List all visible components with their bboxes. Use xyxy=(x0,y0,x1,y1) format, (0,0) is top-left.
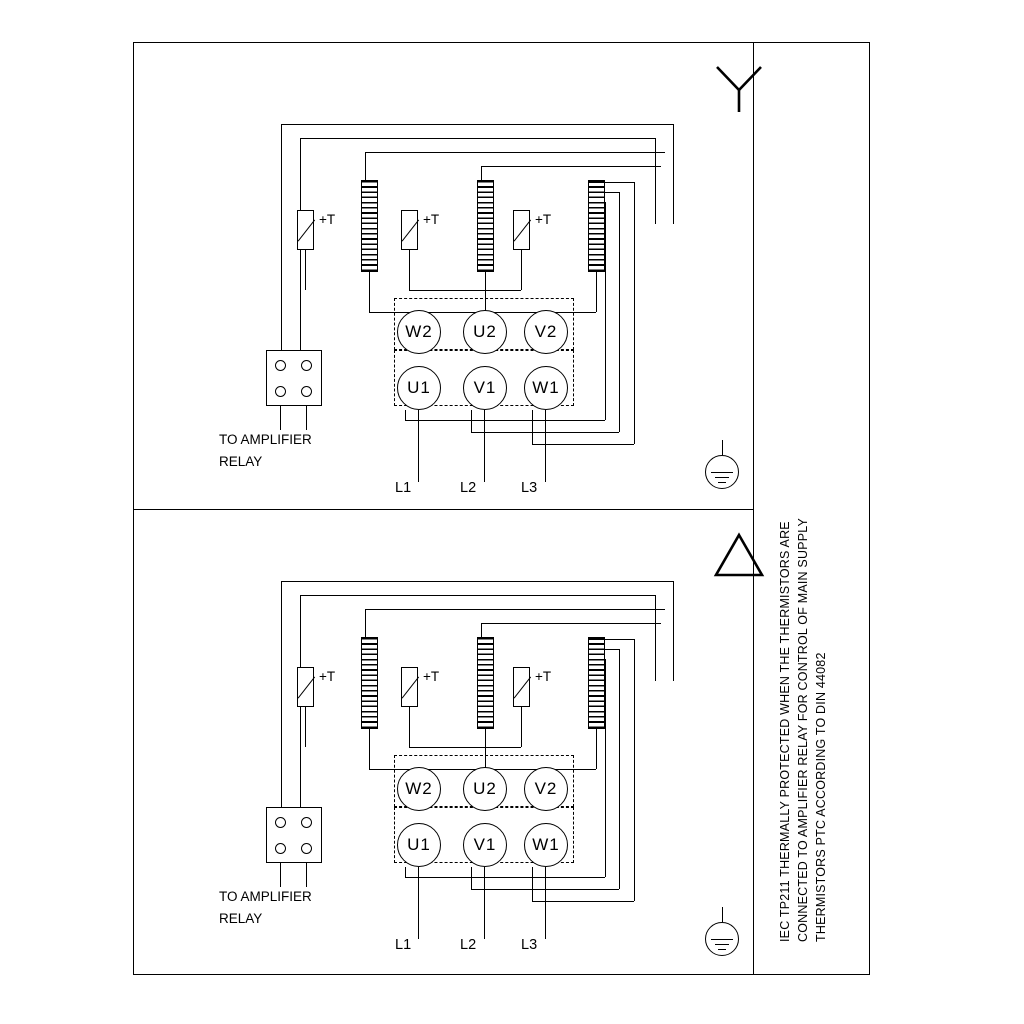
thermistor-3-label: +T xyxy=(535,212,552,227)
connector-pin xyxy=(301,360,312,371)
wire xyxy=(405,410,406,420)
wire xyxy=(481,166,661,167)
wire xyxy=(280,863,281,887)
thermistor-2 xyxy=(401,210,418,250)
wire xyxy=(305,250,306,290)
terminal-w2[interactable]: W2 xyxy=(397,767,441,811)
terminal-u1[interactable]: U1 xyxy=(397,823,441,867)
wire xyxy=(369,729,370,769)
thermistor-3 xyxy=(513,210,530,250)
terminal-v1[interactable]: V1 xyxy=(463,823,507,867)
wire xyxy=(365,609,665,610)
wire xyxy=(300,138,655,139)
wire xyxy=(306,863,307,887)
wire xyxy=(471,410,472,432)
note-column xyxy=(753,42,870,975)
supply-label-l2: L2 xyxy=(460,937,477,953)
wire xyxy=(634,639,635,901)
thermistor-2-label: +T xyxy=(423,669,440,684)
wire xyxy=(532,410,533,444)
wire xyxy=(596,659,605,660)
terminal-v1[interactable]: V1 xyxy=(463,366,507,410)
wire xyxy=(300,595,655,596)
wire xyxy=(405,867,406,877)
thermistor-3 xyxy=(513,667,530,707)
wire xyxy=(409,747,521,748)
winding-2 xyxy=(477,180,494,272)
terminal-u2[interactable]: U2 xyxy=(463,310,507,354)
wire xyxy=(281,581,673,582)
delta-symbol xyxy=(709,529,769,584)
wire xyxy=(532,444,634,445)
terminal-v2[interactable]: V2 xyxy=(524,767,568,811)
wye-symbol xyxy=(709,62,769,117)
winding-1 xyxy=(361,180,378,272)
terminal-u2[interactable]: U2 xyxy=(463,767,507,811)
supply-label-l2: L2 xyxy=(460,480,477,496)
amplifier-label-line1: TO AMPLIFIER xyxy=(219,432,312,447)
supply-label-l1: L1 xyxy=(395,937,412,953)
wire xyxy=(281,124,282,358)
wire xyxy=(655,595,656,681)
wire xyxy=(588,182,634,183)
connector-pin xyxy=(301,386,312,397)
wire xyxy=(409,707,410,747)
wire xyxy=(532,867,533,901)
amplifier-connector-block[interactable] xyxy=(266,350,322,406)
wire xyxy=(655,138,656,224)
wire xyxy=(605,659,606,877)
wire xyxy=(471,889,619,890)
wire xyxy=(409,250,410,290)
thermistor-1-label: +T xyxy=(319,669,336,684)
connector-pin xyxy=(301,817,312,828)
winding-1 xyxy=(361,637,378,729)
thermistor-3-label: +T xyxy=(535,669,552,684)
wire xyxy=(281,581,282,815)
thermistor-1 xyxy=(297,667,314,707)
supply-label-l3: L3 xyxy=(521,937,538,953)
wire xyxy=(471,867,472,889)
wire xyxy=(596,729,597,769)
note-line-3: THERMISTORS PTC ACCORDING TO DIN 44082 xyxy=(814,652,828,942)
supply-label-l3: L3 xyxy=(521,480,538,496)
wire xyxy=(673,124,674,224)
wire xyxy=(588,639,634,640)
thermistor-2-label: +T xyxy=(423,212,440,227)
terminal-v2[interactable]: V2 xyxy=(524,310,568,354)
terminal-u1[interactable]: U1 xyxy=(397,366,441,410)
wire xyxy=(634,182,635,444)
thermistor-1-label: +T xyxy=(319,212,336,227)
terminal-w2[interactable]: W2 xyxy=(397,310,441,354)
wire xyxy=(305,707,306,747)
terminal-w1[interactable]: W1 xyxy=(524,823,568,867)
thermistor-2 xyxy=(401,667,418,707)
wire xyxy=(280,406,281,430)
wire xyxy=(306,406,307,430)
panel-delta-connection xyxy=(133,509,753,976)
wire xyxy=(596,192,619,193)
wire xyxy=(673,581,674,681)
supply-label-l1: L1 xyxy=(395,480,412,496)
wire xyxy=(471,432,619,433)
wire xyxy=(369,272,370,312)
wire xyxy=(521,250,522,290)
note-line-2: CONNECTED TO AMPLIFIER RELAY FOR CONTROL OF MAIN SUPPLY xyxy=(796,517,810,942)
wire xyxy=(596,202,605,203)
amplifier-connector-block[interactable] xyxy=(266,807,322,863)
wire xyxy=(281,124,673,125)
wire xyxy=(596,272,597,312)
wire xyxy=(405,877,605,878)
note-line-1: IEC TP211 THERMALLY PROTECTED WHEN THE THERMISTORS ARE xyxy=(778,521,792,942)
wire xyxy=(481,623,661,624)
terminal-w1[interactable]: W1 xyxy=(524,366,568,410)
wire xyxy=(409,290,521,291)
connector-pin xyxy=(275,817,286,828)
connector-pin xyxy=(275,386,286,397)
wire xyxy=(605,202,606,420)
wire xyxy=(365,152,665,153)
wire xyxy=(532,901,634,902)
thermistor-1 xyxy=(297,210,314,250)
amplifier-label-line2: RELAY xyxy=(219,911,263,926)
connector-pin xyxy=(275,843,286,854)
wire xyxy=(619,649,620,889)
amplifier-label-line1: TO AMPLIFIER xyxy=(219,889,312,904)
wire xyxy=(619,192,620,432)
wire xyxy=(596,649,619,650)
connector-pin xyxy=(275,360,286,371)
winding-3 xyxy=(588,637,605,729)
wire xyxy=(405,420,605,421)
amplifier-label-line2: RELAY xyxy=(219,454,263,469)
connector-pin xyxy=(301,843,312,854)
winding-2 xyxy=(477,637,494,729)
panel-star-connection xyxy=(133,42,753,509)
wire xyxy=(521,707,522,747)
winding-3 xyxy=(588,180,605,272)
